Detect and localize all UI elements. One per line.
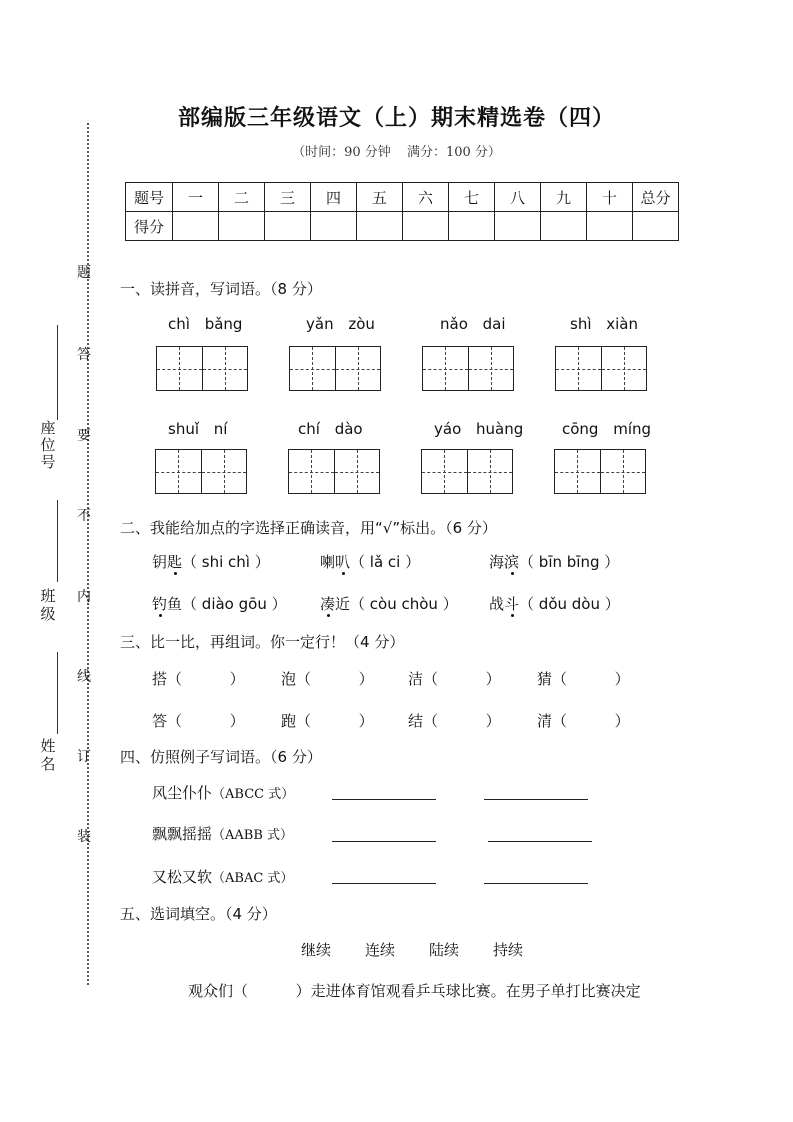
header-cell: 十 [587, 183, 633, 212]
score-cell[interactable] [495, 212, 541, 241]
pinyin-label: cōng míng [562, 420, 652, 438]
reading-options: （ diào gōu ） [182, 595, 287, 613]
word-group-item[interactable]: 答（ ） [152, 712, 245, 730]
word-group-item[interactable]: 清（ ） [537, 712, 630, 730]
score-cell[interactable] [311, 212, 357, 241]
fill-in-sentence[interactable]: 观众们（ ）走进体育馆观看乒乓球比赛。在男子单打比赛决定 [188, 982, 641, 1000]
section-1-heading: 一、读拼音，写词语。（8 分） [120, 280, 322, 298]
section-3-heading: 三、比一比，再组词。你一定行！（4 分） [120, 633, 405, 651]
class-line[interactable] [57, 500, 58, 582]
dotted-char: 匙 [167, 553, 183, 571]
name-line[interactable] [57, 652, 58, 734]
example-row [152, 782, 294, 803]
header-cell: 七 [449, 183, 495, 212]
exam-info [0, 141, 793, 160]
header-cell: 一 [173, 183, 219, 212]
example-word: 风尘仆仆 [152, 784, 213, 802]
word-group-item[interactable]: 洁（ ） [408, 670, 501, 688]
char: 钥 [152, 553, 168, 571]
header-cell: 总分 [633, 183, 679, 212]
score-table [125, 182, 679, 241]
binding-dotted-line [87, 123, 89, 985]
example-word: 飘飘摇摇 [152, 825, 213, 843]
header-cell: 四 [311, 183, 357, 212]
margin-char: 不 [77, 508, 91, 524]
pinyin-label: yáo huàng [434, 420, 524, 438]
writing-grid[interactable] [421, 449, 513, 494]
score-table-score-row [126, 212, 679, 241]
score-cell[interactable] [541, 212, 587, 241]
pinyin-label: shì xiàn [570, 315, 639, 333]
example-pattern: （ABAC 式） [212, 871, 294, 886]
word-choice: 陆续 [429, 941, 460, 959]
answer-blank[interactable] [488, 841, 592, 842]
seat-number-label: 座位号 [40, 419, 56, 471]
answer-blank[interactable] [332, 799, 436, 800]
reading-item[interactable] [152, 551, 270, 572]
margin-char: 题 [77, 265, 91, 281]
margin-char: 订 [77, 749, 91, 765]
class-label: 班级 [40, 587, 56, 623]
name-label: 姓名 [40, 737, 56, 773]
reading-item[interactable] [320, 551, 420, 572]
section-2-heading: 二、我能给加点的字选择正确读音，用“√”标出。（6 分） [120, 519, 497, 537]
word-group-item[interactable]: 跑（ ） [281, 712, 374, 730]
score-row-label: 得分 [126, 212, 173, 241]
section-5-heading: 五、选词填空。（4 分） [120, 905, 277, 923]
answer-blank[interactable] [332, 883, 436, 884]
margin-char: 要 [77, 428, 91, 444]
dotted-char: 滨 [504, 553, 520, 571]
reading-item[interactable] [152, 593, 287, 614]
writing-grid[interactable] [155, 449, 247, 494]
section-4-heading: 四、仿照例子写词语。（6 分） [120, 748, 322, 766]
example-row [152, 866, 293, 887]
pinyin-label: shuǐ ní [168, 420, 228, 438]
writing-grid[interactable] [156, 346, 248, 391]
score-cell[interactable] [173, 212, 219, 241]
example-pattern: （AABB 式） [212, 828, 294, 843]
word-choice: 继续 [301, 941, 332, 959]
pinyin-label: chí dào [298, 420, 363, 438]
example-row [152, 823, 293, 844]
header-cell: 五 [357, 183, 403, 212]
writing-grid[interactable] [288, 449, 380, 494]
dotted-char: 斗 [504, 595, 520, 613]
example-pattern: （ABCC 式） [212, 787, 295, 802]
reading-options: （ dǒu dòu ） [519, 595, 620, 613]
header-cell: 八 [495, 183, 541, 212]
word-group-item[interactable]: 结（ ） [408, 712, 501, 730]
margin-char: 内 [77, 589, 91, 605]
score-table-header-row [126, 183, 679, 212]
header-cell: 六 [403, 183, 449, 212]
margin-char: 线 [77, 669, 91, 685]
page-title: 部编版三年级语文（上）期末精选卷（四） [177, 106, 615, 131]
score-cell[interactable] [403, 212, 449, 241]
score-cell[interactable] [449, 212, 495, 241]
dotted-char: 凑 [320, 595, 336, 613]
writing-grid[interactable] [289, 346, 381, 391]
dotted-char: 钓 [152, 595, 168, 613]
reading-options: （ lǎ ci ） [350, 553, 421, 571]
seat-number-line[interactable] [57, 325, 58, 420]
reading-item[interactable] [489, 551, 619, 572]
word-choice: 持续 [493, 941, 524, 959]
example-word: 又松又软 [152, 868, 213, 886]
header-cell: 题号 [126, 183, 173, 212]
reading-options: （ bīn bīng ） [519, 553, 620, 571]
dotted-char: 叭 [335, 553, 351, 571]
pinyin-label: chì bǎng [168, 315, 243, 333]
score-cell[interactable] [219, 212, 265, 241]
pinyin-label: yǎn zòu [306, 315, 375, 333]
exam-full-score: 满分：100 分） [406, 145, 501, 160]
reading-item[interactable] [489, 593, 620, 614]
word-group-item[interactable]: 泡（ ） [281, 670, 374, 688]
margin-char: 答 [77, 347, 91, 363]
header-cell: 九 [541, 183, 587, 212]
word-group-item[interactable]: 猜（ ） [537, 670, 630, 688]
pinyin-label: nǎo dai [440, 315, 506, 333]
answer-blank[interactable] [332, 841, 436, 842]
word-choice: 连续 [365, 941, 396, 959]
header-cell: 二 [219, 183, 265, 212]
answer-blank[interactable] [484, 883, 588, 884]
word-group-item[interactable]: 搭（ ） [152, 670, 245, 688]
char: 近 [335, 595, 351, 613]
header-cell: 三 [265, 183, 311, 212]
score-cell[interactable] [633, 212, 679, 241]
writing-grid[interactable] [555, 346, 647, 391]
score-cell[interactable] [587, 212, 633, 241]
score-cell[interactable] [265, 212, 311, 241]
char: 鱼 [167, 595, 183, 613]
char: 战 [489, 595, 505, 613]
char: 喇 [320, 553, 336, 571]
reading-options: （ shi chì ） [182, 553, 270, 571]
exam-time: （时间：90 分钟 [292, 145, 391, 160]
writing-grid[interactable] [554, 449, 646, 494]
writing-grid[interactable] [422, 346, 514, 391]
margin-char: 装 [77, 829, 91, 845]
score-cell[interactable] [357, 212, 403, 241]
answer-blank[interactable] [484, 799, 588, 800]
char: 海 [489, 553, 505, 571]
reading-item[interactable] [320, 593, 458, 614]
reading-options: （ còu chòu ） [350, 595, 458, 613]
